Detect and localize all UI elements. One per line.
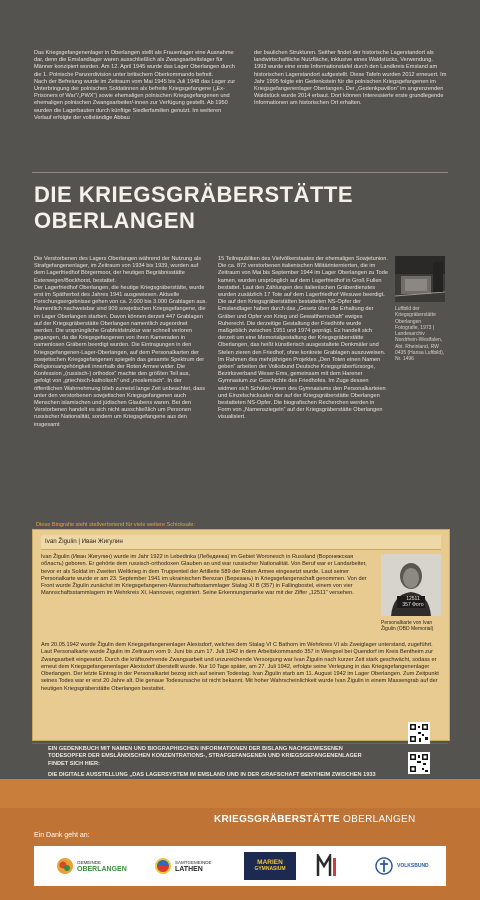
digital-exhibition-qr-icon[interactable] [408, 752, 430, 774]
main-text-left: Die Verstorbenen des Lagers Oberlangen während der Nutzung als Strafgefangenenlager, im Zeitraum von 1934 bis 1939, wurden auf dem Lagerfriedhof Börgermoor, der heutigen Begräbnisstätte Esterwegen/Bockhorst, bestattet. Der Lagerfriedhof Oberlangen, die heutige Kriegsgräberstätte, wurde erst im Spätherbst des Jahres 1941 ausgewiesen. Aktuelle Forschungsergebnisse gehen von ca. 2.000 bis 3.000 Grablagen aus. Namentlich nachweisbar sind 909 sowjetischen Kriegsgefangene, die im Lager Oberlangen starben. Davon können derzeit 447 Grablagen auf der Kriegsgräberstätte Oberlangen namentlich zugeordnet werden. Die ursprüngliche Grabfeldstruktur war schnell verloren gegangen, da die Kriegsgefangenen von ihren Kameraden in namenlosen Gräbern beerdigt wurden. Die Eintragungen in den Kriegsgefangenen-Lager-Oberlangen, auf dem Personalkarten der sowjetischen Kriegsgefangenen spiegeln das gesamte Spektrum der Religionsangehörigkeit innerhalb der Roten Armee wider. Die Konfession „(russisch-) orthodox“ machte den größten Teil aus, gefolgt von „griechisch-katholisch“ und „moslemisch“. In der öffentlichen Wahrnehmung blieb zumeist lange Zeit unbeachtet, dass unter den verstorbenen sowjetischen Kriegsgefangenen auch Menschen islamischen und jüdischen Glaubens waren. Bei den Verstorbenen handelt es sich nicht ausschließlich um Personen russischer Nationalität, sondern um Kriegsgefangene aus den insgesamt [34, 256, 207, 428]
divider-bottom [32, 743, 448, 744]
memorial-logo-icon [316, 854, 342, 878]
biography-intro: Diese Biografie steht stellvertretend für viele weitere Schicksale: [36, 522, 195, 528]
lathen-logo-icon [154, 857, 172, 875]
aerial-photo-image [395, 256, 445, 302]
logo-samtgemeinde-small: SAMTGEMEINDE [175, 860, 212, 865]
aerial-photo-caption: Luftbild der Kriegsgräberstätte Oberlangen Fotografie, 1973 | Landesarchiv Nordrhein-Westfalen, Abt. Rheinland, RW 0435 (Hansa Luftbild), Nr. 1496 [395, 306, 445, 363]
page-title: DIE KRIEGSGRÄBERSTÄTTE OBERLANGEN [34, 182, 354, 233]
logo-marien-2: GYMNASIUM [254, 866, 286, 872]
personnel-card-photo [381, 554, 441, 616]
logo-samtgemeinde-lathen [154, 852, 212, 880]
thanks-label: Ein Dank geht an: [34, 832, 90, 839]
qr-code-icon [408, 722, 430, 744]
biography-text-bottom: Am 20.05.1942 wurde Žigulin dem Kriegsgefangenenlager Alexisdorf, welches dem Stalag VI C Bathorn im Wehrkreis VI als Zweiglager unterstand, zugeführt. Laut Personalkarte wurde Žigulin im Zeitraum vom 9. Juni bis zum 17. Juli 1942 in dem Arbeitskommando 357 in Wengsel bei Quendorf im Kreis Bentheim zur Zwangsarbeit eingesetzt. Durch die kräftezehrende Zwangsarbeit und unzureichende Versorgung war Ivan Žigulin nach kurzer Zeit stark geschwächt, sodass er erneut dem Kriegsgefangenenlager Alexisdorf überstellt wurde. Nur 10 Tage später, am 27. Juli 1942, erfolgte seine Verlegung in das Kriegsgefangenenlager Oberlangen. Der letzte Eintrag in der Personalkartei bezog sich auf seinen Todestag. Ivan Žigulin starb am 11. August 1942 im Lager Oberlangen. Zum Zeitpunkt seines Todes war er erst 20 Jahre alt. Die genaue Todesursache ist nicht bekannt. Mit hoher Wahrscheinlichkeit wurde Ivan Žigulin in einem Massengrab auf der heutigen Kriegsgräberstätte Oberlangen bestattet. [41, 642, 439, 692]
logo-gemeinde-small: GEMEINDE [77, 860, 102, 865]
logo-volksbund [374, 852, 429, 880]
intro-text-left: Das Kriegsgefangenenlager in Oberlangen stellt als Frauenlager eine Ausnahme dar, denn die Emslandlager waren ausschließlich als Zwangsarbeitslager für Männer konzipiert worden. Am 12. April 1945 wurde das Lager Oberlangen durch die 1. Polnische Panzerdivision unter britischem Oberkommando befreit. Nach der Befreiung wurde im Zeitraum vom Mai 1945 bis Juli 1948 das Lager zur Unterbringung der polnischen Soldatinnen als befreite Kriegsgefangene („Ex-Prisoners of War“/„PWX“) sowie ehemaligen polnischen Kriegsgefangenen und ehemaligen polnischen Zwangsarbeiter/-innen zur Verfügung gestellt. Ab 1950 wurden die Lagerbauten durch künftige Siedlerfamilien genutzt. Im weiteren Verlauf erfolgte der vollständige Abbau [34, 50, 236, 121]
logo-volksbund-name: VOLKSBUND [397, 862, 429, 869]
memorial-book-qr-icon[interactable] [408, 722, 430, 744]
divider-top [32, 172, 448, 173]
memorial-book-text: EIN GEDENKBUCH MIT NAMEN UND BIOGRAPHISCHEN INFORMATIONEN DER BISLANG NACHGEWIESENEN TODESOPFER DER EMSLÄNDISCHEN KONZENTRATIONS-, STRAFGEFANGENEN UND KRIEGSGEFANGENENLAGER FINDET SICH HIER: [48, 746, 362, 767]
qr-code-icon [408, 752, 430, 774]
logo-gemeinde-oberlangen [56, 852, 127, 880]
sponsor-logos [34, 846, 446, 886]
footer-title-bold: KRIEGSGRÄBERSTÄTTE [214, 814, 340, 825]
oberlangen-logo-icon [56, 857, 74, 875]
volksbund-logo-icon [374, 856, 394, 876]
intro-text-right: der baulichen Strukturen. Seither findet der historische Lagerstandort als landwirtschaftliche Nutzfläche, inklusive eines Waldstücks, Verwendung. 1993 wurde eine erste Informationstafel durch den Landkreis Emsland am historischen Lagerstandort aufgestellt. Diese Tafeln wurden 2012 erneuert. Im Jahr 1995 folgte ein Gedenkstein für die polnischen Kriegsgefangenen im Kriegsgefangenenlager Oberlangen. Der „Gedenkpavillon“ im angrenzenden Waldstück wurde 2014 erbaut. Dort können Interessierte erste grundlegende Informationen am historischen Ort erhalten. [254, 50, 447, 107]
biography-text-top: Ivan Žigulin (Иван Жигулин) wurde im Jahr 1922 in Lebedinka (Лебединка) im Gebiet Woronesch in Russland (Воронежская область) geboren. Er gehörte dem russisch-orthodoxen Glauben an und war russischer Nationalität. Von Beruf war er Landarbeiter, bevor er als Soldat im Zweiten Weltkrieg in dem Truppenteil der Artillerie 589 der Roten Armee eingesetzt wurde. Laut seiner Personalkarte wurde er am 23. September 1941 im ukrainischen Berezan (Березань) in Kriegsgefangenschaft genommen. Von der Front wurde Žigulin zunächst im Kriegsgefangenen-Mannschaftsstammlager Stalag XI B (357) in Fallingbostel, einem von vier Mannschaftsstammlagern im Wehrkreis XI, Hannover, registriert. Seine Erkennungsmarke war mit der Ziffer „12511“ versehen. [41, 554, 367, 597]
logo-marien-gymnasium [244, 852, 296, 880]
biography-name: Ivan Žigulin | Иван Жигулин [45, 538, 123, 545]
personnel-card-caption: Personalkarte von Ivan Žigulin (OBD Memorial) [381, 620, 434, 633]
digital-exhibition-text: DIE DIGITALE AUSSTELLUNG „DAS LAGERSYSTEM IM EMSLAND UND IN DER GRAFSCHAFT BENTHEIM ZWISCHEN 1933 [48, 772, 376, 779]
logo-gemeinde-name: OBERLANGEN [77, 866, 127, 873]
logo-samtgemeinde-name: LATHEN [175, 866, 203, 873]
biography-box [32, 529, 450, 741]
logo-emslandlager-memorial [316, 852, 342, 880]
aerial-photo [395, 256, 445, 302]
footer-title-rest: OBERLANGEN [339, 814, 416, 825]
logo-marien-1: MARIEN [257, 859, 283, 866]
main-text-middle: 15 Teilrepubliken des Vielvölkerstaates der ehemaligen Sowjetunion. Die ca. 872 verstorbenen italienischen Militärinternierten, die im Zeitraum von Mai bis September 1944 im Lager Oberlangen zu Tode kamen, wurden ursprünglich auf dem Lagerfriedhof in Groß Fullen bestattet. Laut den Zählungen des italienischen Gräberdienstes wurden zusätzlich 17 Tote auf dem Lagerfriedhof Wesuwe beerdigt. Die auf den Kriegsgräberstätten bestatteten NS-Opfer der Emslandlager haben durch das „Gesetz über die Erhaltung der Gräber und Opfer von Krieg und Gewaltherrschaft“ ewiges Ruherecht. Die derzeitige Gestaltung der Friedhöfe wurde maßgeblich zwischen 1951 und 1974 geprägt. Es handelt sich derzeit um eine Memorialgestaltung der Kriegsgräberstätte Oberlangen, das heißt künstlerisch ausgestaltete Denkmäler und Stelen zieren den Friedhof, ohne konkrete Grablagen auszuweisen. Im Rahmen des mehrjährigen Projektes „Den Toten einen Namen geben“ arbeiten der Volksbund Deutsche Kriegsgräberfürsorge, Bezirksverband Weser-Ems, gemeinsam mit dem Harener Gymnasium zur Geschichte des Friedhofes. Im Zuge dessen widmen sich Schüler/-innen des Gymnasiums den Personalkarteien und Einzelschicksalen der auf der Kriegsgräberstätte Oberlangen bestatteten NS-Opfer. Die biografischen Recherchen werden in Form von „Namensziegeln“ auf der Kriegsgräberstätte Oberlangen visualisiert. [218, 256, 388, 421]
footer-title [214, 814, 416, 825]
biography-name-bar [41, 535, 441, 550]
personnel-card-number: 12511 357 Фото [402, 596, 424, 608]
